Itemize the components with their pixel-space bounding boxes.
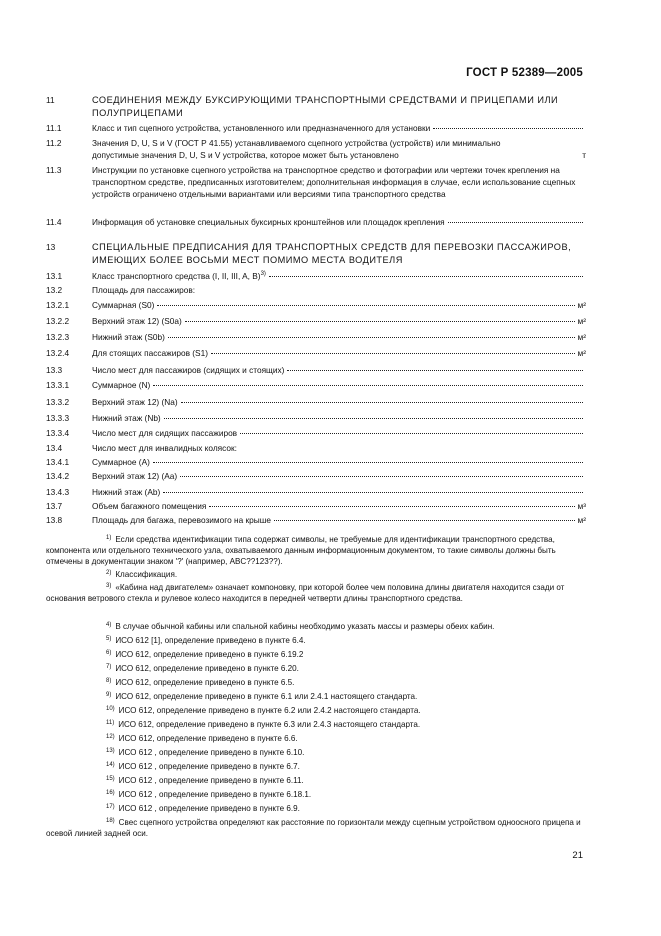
item-13-4-1 xyxy=(46,456,586,468)
item-11-1: 11.1 Класс и тип сцепного устройства, установленного или предназначенного для установки xyxy=(46,122,586,134)
footnote-text: ИСО 612, определение приведено в пункте 6.20. xyxy=(115,664,299,673)
footnote-mark: 4) xyxy=(106,622,112,628)
item-number: 13.3.1 xyxy=(46,380,70,390)
item-text: Суммарное (A) xyxy=(92,457,150,467)
item-number: 13.3.3 xyxy=(46,413,70,423)
item-number: 13.4.3 xyxy=(46,487,70,497)
footnote-mark: 6) xyxy=(106,650,112,656)
document-header: ГОСТ Р 52389—2005 xyxy=(466,67,583,79)
item-13-2-1 xyxy=(46,299,586,311)
footnote-text: ИСО 612, определение приведено в пункте 6.6. xyxy=(118,734,298,743)
footnote xyxy=(46,649,586,660)
item-text: Нижний этаж (S0b) xyxy=(92,332,165,342)
footnote-mark: 7) xyxy=(106,664,112,670)
footnote xyxy=(46,621,586,632)
item-text: Верхний этаж 12) (Aa) xyxy=(92,471,178,481)
item-number: 13.2.1 xyxy=(46,300,70,310)
page-number: 21 xyxy=(572,850,583,861)
item-text: Верхний этаж 12) (S0a) xyxy=(92,316,182,326)
leader-dots xyxy=(240,433,583,434)
item-number: 13.8 xyxy=(46,515,63,525)
section-title: СОЕДИНЕНИЯ МЕЖДУ БУКСИРУЮЩИМИ ТРАНСПОРТНЫМИ СРЕДСТВАМИ И ПРИЦЕПАМИ ИЛИ ПОЛУПРИЦЕПАМИ xyxy=(92,95,559,118)
item-13-8 xyxy=(46,514,586,526)
item-number: 13.3 xyxy=(46,365,63,375)
item-unit: м² xyxy=(577,348,586,358)
footnote xyxy=(46,747,586,758)
item-text: Верхний этаж 12) (Na) xyxy=(92,397,178,407)
footnote xyxy=(46,705,586,716)
footnote-mark: 3) xyxy=(106,583,112,589)
leader-dots xyxy=(153,385,583,386)
section-number: 11 xyxy=(46,95,55,105)
footnote-text: ИСО 612 , определение приведено в пункте 6.18.1. xyxy=(118,790,312,799)
item-number: 13.4.2 xyxy=(46,471,70,481)
section-11-heading xyxy=(46,94,586,119)
item-number: 13.2.4 xyxy=(46,348,70,358)
footnote-text: Свес сцепного устройства определяют как расстояние по горизонтали между сцепным устройством одноосного прицепа и осевой линией задней оси. xyxy=(46,818,581,839)
item-text: Число мест для сидящих пассажиров xyxy=(92,428,238,438)
item-text: Нижний этаж (Nb) xyxy=(92,413,161,423)
leader-dots xyxy=(168,337,575,338)
leader-dots xyxy=(185,321,575,322)
item-13-7 xyxy=(46,500,586,512)
item-13-2-4 xyxy=(46,347,586,359)
item-text: Суммарное (N) xyxy=(92,380,151,390)
leader-dots xyxy=(211,353,575,354)
footnote xyxy=(46,635,586,646)
footnote-mark: 1) xyxy=(106,535,112,541)
footnote-text: ИСО 612, определение приведено в пункте 6.3 или 2.4.3 настоящего стандарта. xyxy=(118,720,421,729)
item-13-1 xyxy=(46,270,586,282)
footnote-text: ИСО 612 [1], определение приведено в пункте 6.4. xyxy=(115,636,306,645)
leader-dots xyxy=(274,520,575,521)
item-text: Инструкции по установке сцепного устройства на транспортное средство и фотографии или чертежи точек крепления на транспортном средстве, предписанных изготовителем; дополнительная информация в случае, если использование сцепных устройств ограничено отдельными вариантами или версиями типа транспортного средства xyxy=(92,165,576,199)
item-13-4-2 xyxy=(46,470,586,482)
leader-dots xyxy=(180,476,583,477)
item-13-2 xyxy=(46,284,586,296)
footnote-text: «Кабина над двигателем» означает компоновку, при которой более чем половина длины двигателя находится сзади от основания ветрового стекла и рулевое колесо находится в передней четверти длины транспортного средства. xyxy=(46,583,565,604)
item-11-4: 11.4 Информация об установке специальных буксирных кронштейнов или площадок крепления xyxy=(46,216,586,228)
footnote xyxy=(46,569,586,580)
item-13-2-3 xyxy=(46,331,586,343)
footnote-text: ИСО 612 , определение приведено в пункте 6.11. xyxy=(118,776,304,785)
item-number: 13.4 xyxy=(46,443,63,453)
item-number: 13.2.3 xyxy=(46,332,70,342)
leader-dots xyxy=(164,418,583,419)
item-number: 13.7 xyxy=(46,501,63,511)
footnote xyxy=(46,691,586,702)
footnote xyxy=(46,582,586,604)
item-13-3-1 xyxy=(46,379,586,391)
item-unit: м² xyxy=(577,300,586,310)
leader-dots xyxy=(181,402,583,403)
item-number: 13.3.4 xyxy=(46,428,70,438)
item-unit: т xyxy=(582,150,586,160)
footnote-mark: 12) xyxy=(106,734,115,740)
footnote-text: ИСО 612, определение приведено в пункте 6.1 или 2.4.1 настоящего стандарта. xyxy=(115,692,418,701)
item-13-4 xyxy=(46,442,586,454)
item-text: Суммарная (S0) xyxy=(92,300,155,310)
footnote xyxy=(46,817,586,839)
footnote xyxy=(46,775,586,786)
footnote-text: ИСО 612 , определение приведено в пункте 6.7. xyxy=(118,762,300,771)
footnote-text: В случае обычной кабины или спальной кабины необходимо указать массы и размеры обеих кабин. xyxy=(115,622,495,631)
section-title: СПЕЦИАЛЬНЫЕ ПРЕДПИСАНИЯ ДЛЯ ТРАНСПОРТНЫХ СРЕДСТВ ДЛЯ ПЕРЕВОЗКИ ПАССАЖИРОВ, ИМЕЮЩИХ БОЛЕЕ ВОСЬМИ МЕСТ ПОМИМО МЕСТА ВОДИТЕЛЯ xyxy=(92,242,572,265)
section-13-heading: 13 СПЕЦИАЛЬНЫЕ ПРЕДПИСАНИЯ ДЛЯ ТРАНСПОРТНЫХ СРЕДСТВ ДЛЯ ПЕРЕВОЗКИ ПАССАЖИРОВ, ИМЕЮЩИХ БОЛЕЕ ВОСЬМИ МЕСТ ПОМИМО МЕСТА ВОДИТЕЛЯ xyxy=(46,241,586,266)
footnote xyxy=(46,733,586,744)
item-unit: м² xyxy=(577,332,586,342)
footnote xyxy=(46,534,586,568)
footnote-mark: 2) xyxy=(106,570,112,576)
item-unit: м² xyxy=(577,515,586,525)
leader-dots xyxy=(157,305,574,306)
item-13-4-3 xyxy=(46,486,586,498)
leader-dots xyxy=(153,462,583,463)
footnote xyxy=(46,761,586,772)
footnote-mark: 9) xyxy=(106,692,112,698)
footnote xyxy=(46,677,586,688)
item-number: 13.2 xyxy=(46,285,63,295)
item-text: Для стоящих пассажиров (S1) xyxy=(92,348,208,358)
leader-dots xyxy=(287,370,583,371)
footnote-mark: 18) xyxy=(106,818,115,824)
footnote-mark: 11) xyxy=(106,720,115,726)
leader-dots xyxy=(163,492,583,493)
item-number: 13.4.1 xyxy=(46,457,70,467)
footnote-text: ИСО 612 , определение приведено в пункте 6.9. xyxy=(118,804,300,813)
footnote-mark: 16) xyxy=(106,790,115,796)
item-11-3: 11.3 Инструкции по установке сцепного устройства на транспортное средство и фотографии или чертежи точек крепления на транспортном средстве, предписанных изготовителем; дополнительная информация в случае, если использование сцепных устройств ограничено отдельными вариантами или версиями типа транспортного средства xyxy=(46,164,586,200)
item-text: Число мест для инвалидных колясок: xyxy=(92,443,237,453)
footnote-ref: 3) xyxy=(260,271,266,277)
item-text: Площадь для пассажиров: xyxy=(92,285,196,295)
item-13-3-4 xyxy=(46,427,586,439)
footnote-text: Если средства идентификации типа содержат символы, не требуемые для идентификации транспортного средства, компонента или отдельного технического узла, охватываемого данным информационным документом, то такие символы должны быть отмечены в документации знаком '?' (например, ABC??123??). xyxy=(46,535,556,567)
item-text: Объем багажного помещения xyxy=(92,501,207,511)
footnote-text: ИСО 612, определение приведено в пункте 6.2 или 2.4.2 настоящего стандарта. xyxy=(118,706,421,715)
item-13-2-2 xyxy=(46,315,586,327)
footnote-text: ИСО 612 , определение приведено в пункте 6.10. xyxy=(118,748,305,757)
footnote xyxy=(46,803,586,814)
footnote-mark: 10) xyxy=(106,706,115,712)
item-13-3 xyxy=(46,364,586,376)
footnote xyxy=(46,663,586,674)
footnote-text: Классификация. xyxy=(115,570,178,579)
item-13-3-3 xyxy=(46,412,586,424)
footnote-mark: 13) xyxy=(106,748,115,754)
footnote-mark: 17) xyxy=(106,804,115,810)
item-unit: м² xyxy=(577,316,586,326)
leader-dots xyxy=(209,506,574,507)
footnote xyxy=(46,789,586,800)
item-13-3-2 xyxy=(46,396,586,408)
footnote-mark: 14) xyxy=(106,762,115,768)
item-number: 13.3.2 xyxy=(46,397,70,407)
footnote-text: ИСО 612, определение приведено в пункте 6.19.2 xyxy=(115,650,304,659)
footnote-mark: 8) xyxy=(106,678,112,684)
item-text: Нижний этаж (Ab) xyxy=(92,487,161,497)
item-number: 13.2.2 xyxy=(46,316,70,326)
footnote-mark: 15) xyxy=(106,776,115,782)
footnote-text: ИСО 612, определение приведено в пункте 6.5. xyxy=(115,678,295,687)
item-number: 13.1 xyxy=(46,271,63,281)
footnote xyxy=(46,719,586,730)
leader-dots xyxy=(269,276,583,277)
item-text: Площадь для багажа, перевозимого на крыше xyxy=(92,515,271,525)
item-unit: м³ xyxy=(577,501,586,511)
item-text: Число мест для пассажиров (сидящих и стоящих) xyxy=(92,365,285,375)
item-text: Класс транспортного средства (I, II, III, A, B)$^{3)}$ xyxy=(92,271,266,281)
item-11-2: 11.2 Значения D, U, S и V (ГОСТ Р 41.55) устанавливаемого сцепного устройства (устройств) или минимально допустимые значения D, U, S и V устройства, которое может быть установлено т xyxy=(46,138,586,160)
item-text: Значения D, U, S и V (ГОСТ Р 41.55) устанавливаемого сцепного устройства (устройств) или минимально допустимые значения D, U, S и V устройства, которое может быть установлено xyxy=(92,138,501,160)
footnote-mark: 5) xyxy=(106,636,112,642)
